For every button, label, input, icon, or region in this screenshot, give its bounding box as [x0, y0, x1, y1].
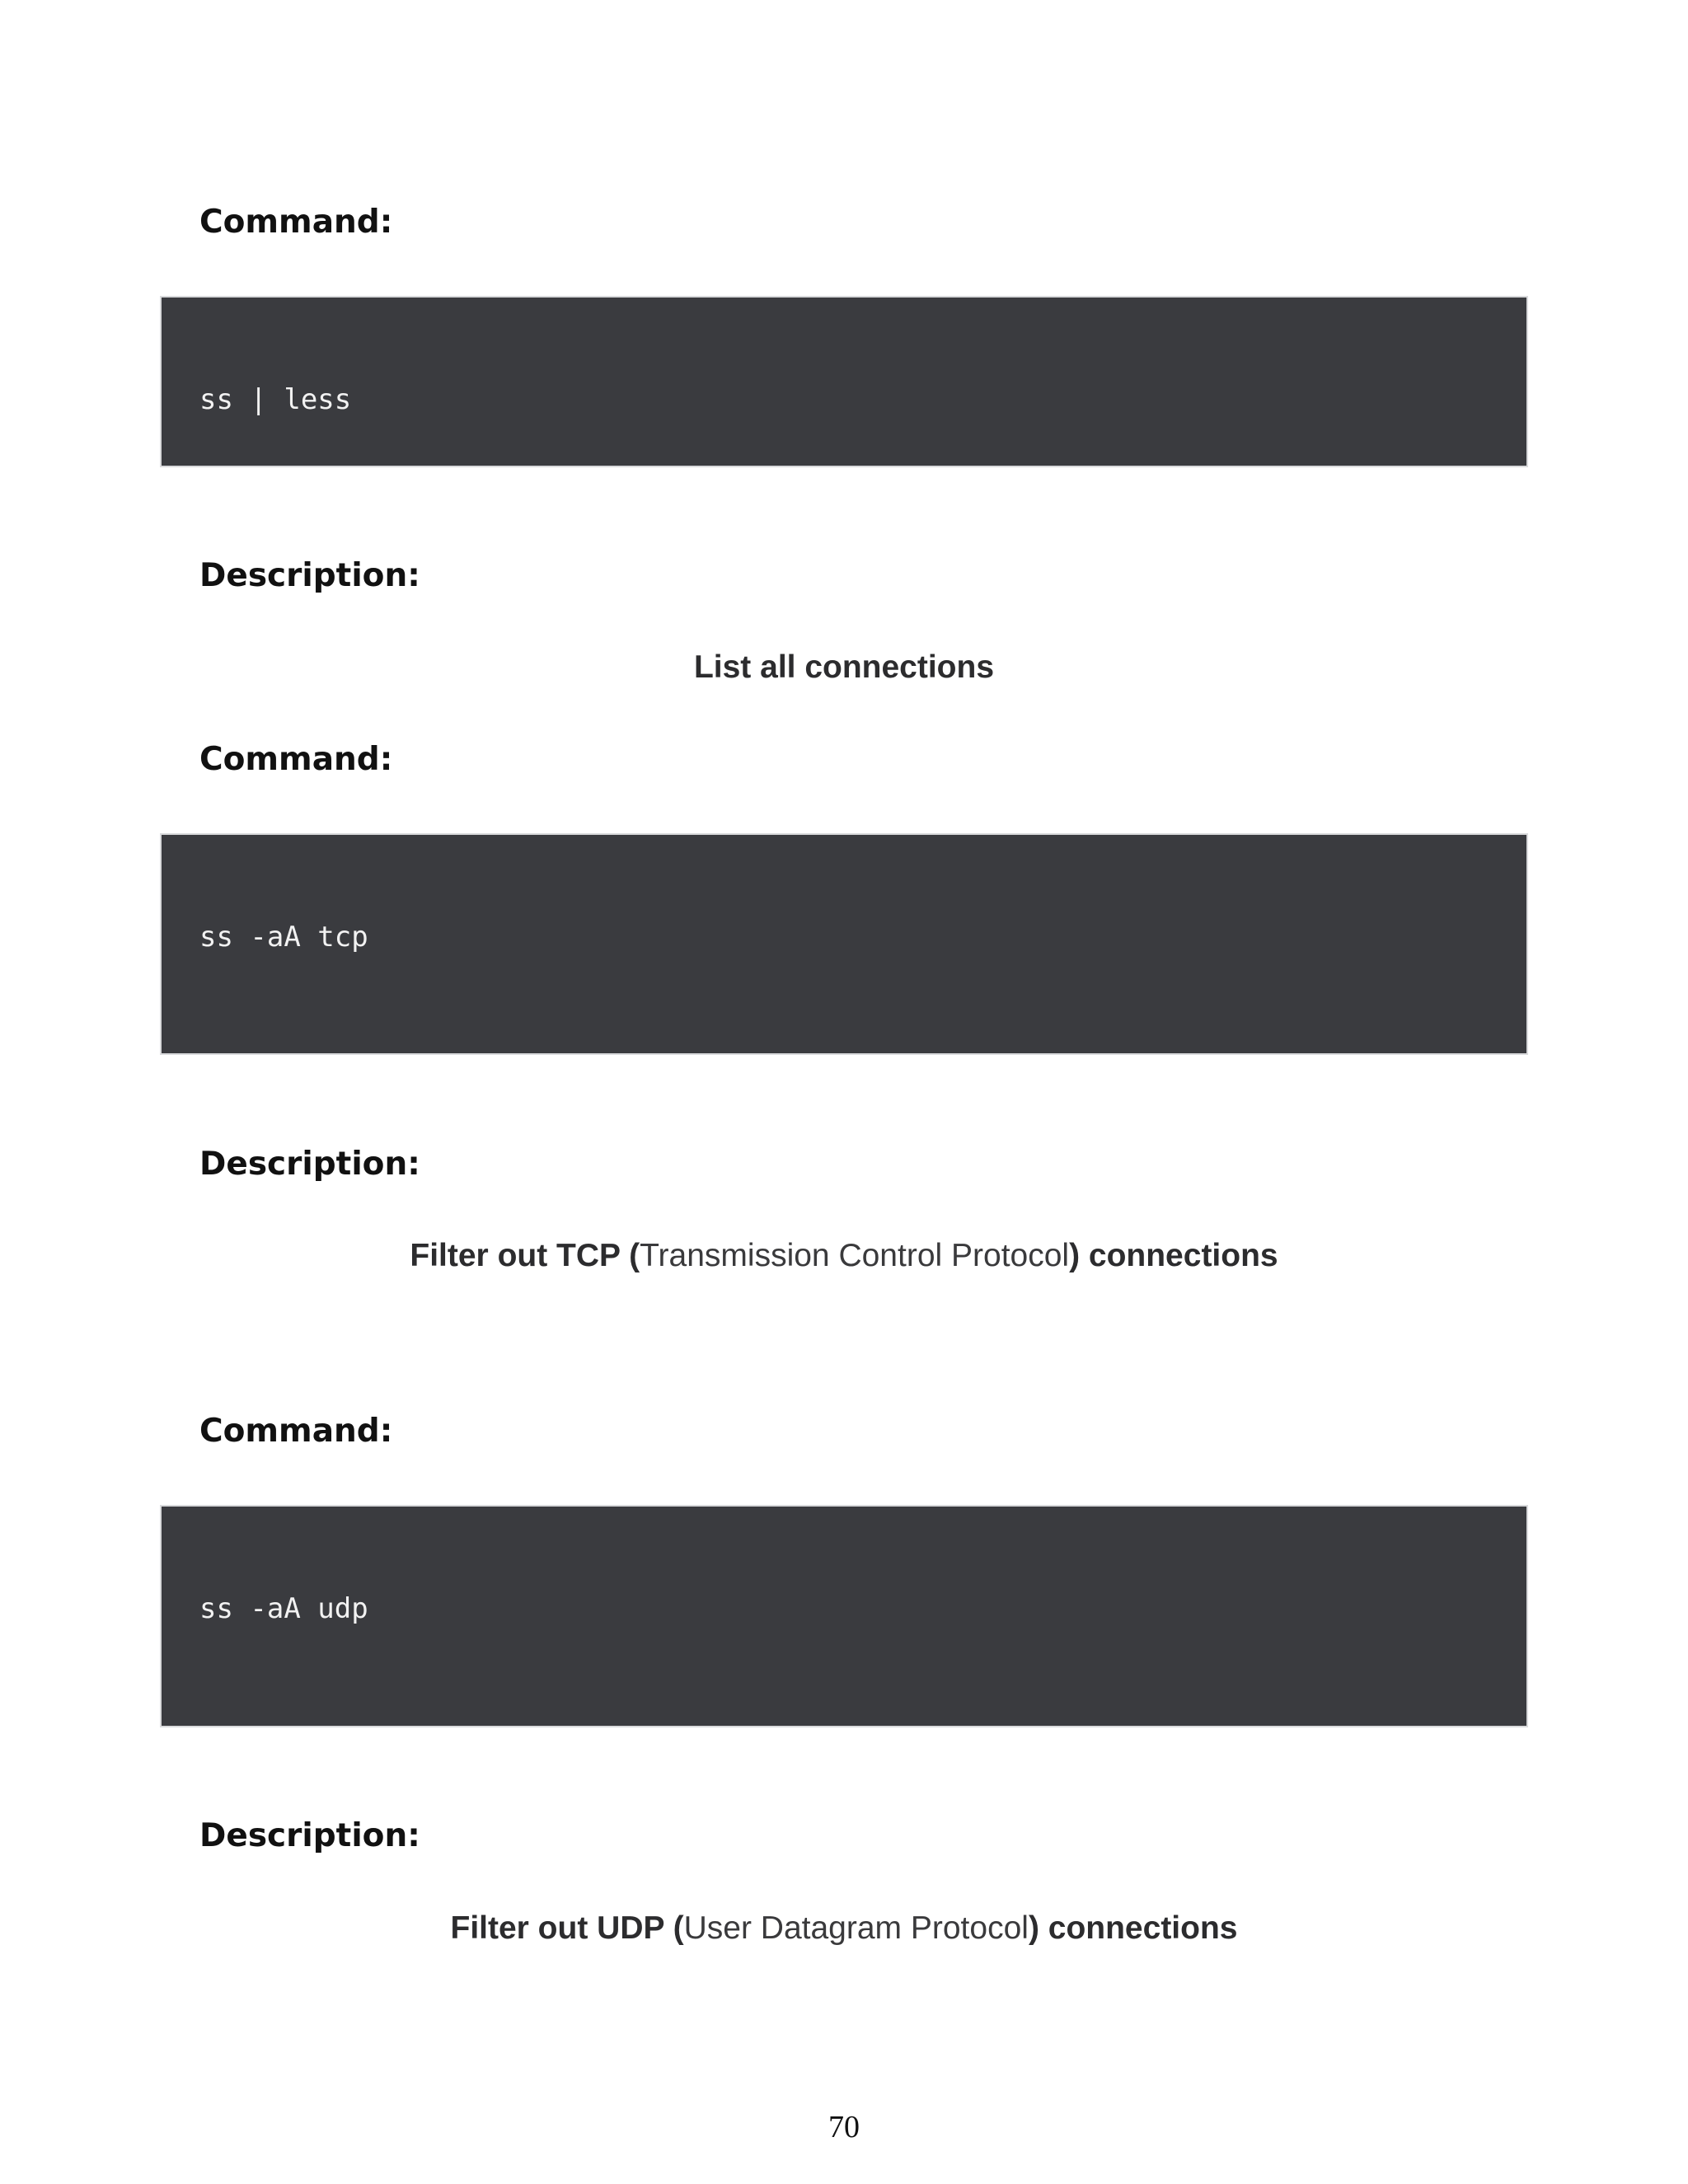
description-expansion: Transmission Control Protocol — [640, 1238, 1070, 1273]
description-label: Description: — [199, 1146, 420, 1183]
description-bold-prefix: Filter out UDP ( — [450, 1910, 684, 1946]
code-block — [160, 296, 1528, 467]
description-bold-text: List all connections — [693, 649, 995, 685]
description-bold-suffix: ) connections — [1069, 1238, 1278, 1273]
command-text: ss -aA tcp — [199, 921, 368, 954]
description-label: Description: — [199, 557, 420, 594]
description-label: Description: — [199, 1817, 420, 1854]
page-number: 70 — [828, 2110, 860, 2144]
description-bold-prefix: Filter out TCP ( — [410, 1238, 640, 1273]
command-text: ss | less — [199, 383, 352, 416]
description-text — [0, 1240, 1688, 1272]
command-label: Command: — [199, 204, 393, 241]
command-label: Command: — [199, 741, 393, 778]
code-block — [160, 1505, 1528, 1727]
description-expansion: User Datagram Protocol — [683, 1910, 1029, 1946]
code-block — [160, 833, 1528, 1055]
description-text — [0, 651, 1688, 683]
command-label: Command: — [199, 1413, 393, 1450]
description-bold-suffix: ) connections — [1028, 1910, 1238, 1946]
description-text — [0, 1912, 1688, 1944]
command-text: ss -aA udp — [199, 1592, 368, 1625]
